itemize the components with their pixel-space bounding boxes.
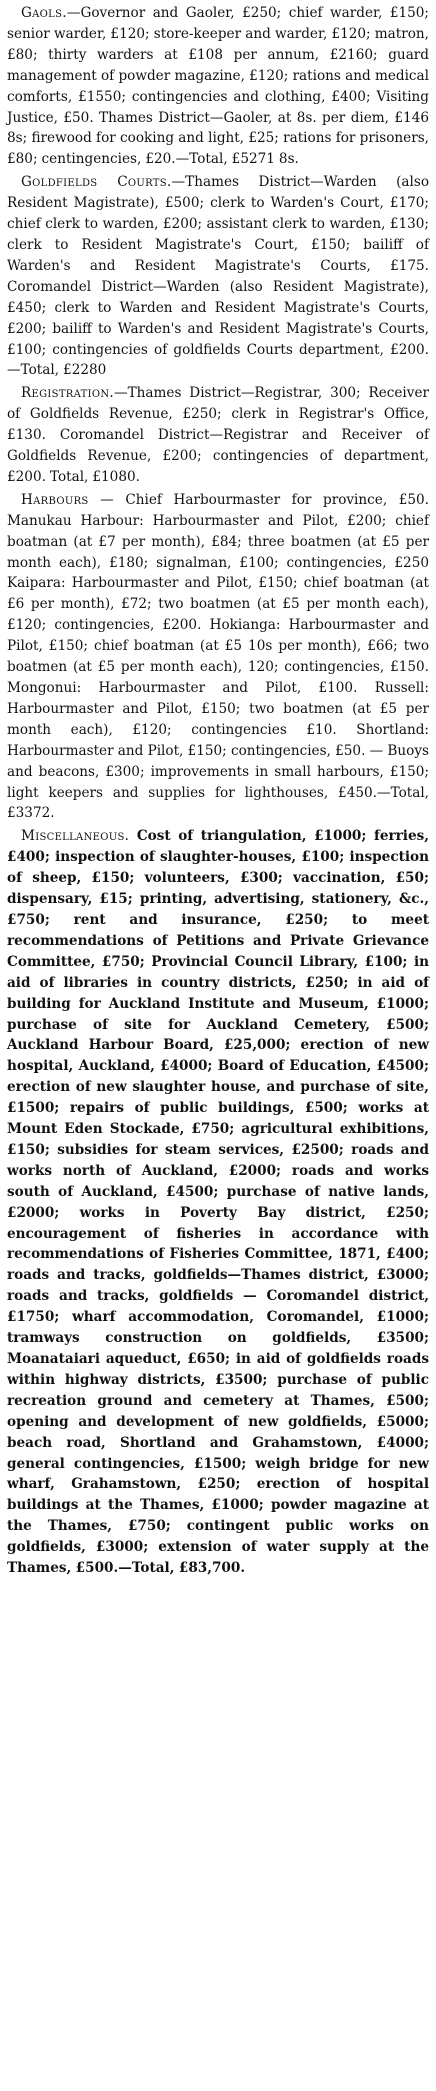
gaols-heading: Gaols.	[21, 5, 67, 21]
harbours-body: — Chief Harbourmaster for province, £50. Manukau Harbour: Harbourmaster and Pilot, £200; chief boatman (at £7 per month), £84; three boatmen (at £5 per month each), £180; signalman, £100; contingencies, £250 Kaipara: Harbourmaster and Pilot, £150; chief boatman (at £6 per month), £72; two boatmen (at £5 per month each), £120; contingencies, £200. Hokianga: Harbourmaster and Pilot, £150; chief boatman (at £5 10s per month), £66; two boatmen (at £5 per month each), 120; contingencies, £150. Mongonui: Harbourmaster and Pilot, £100. Russell: Harbourmaster and Pilot, £150; two boatmen (at £5 per month each), £120; contingencies £10. Shortland: Harbourmaster and Pilot, £150; contingencies, £50. — Buoys and beacons, £300; improvements in small harbours, £150; light keepers and supplies for lighthouses, £450.—Total, £3372.	[7, 491, 429, 822]
registration-body: —Thames District—Registrar, 300; Receiver of Goldfields Revenue, £250; clerk in Registrar's Office, £130. Coromandel District—Registrar and Receiver of Goldfields Revenue, £200; contingencies of department, £200. Total, £1080.	[7, 385, 429, 485]
registration-paragraph	[7, 383, 429, 488]
miscellaneous-paragraph	[7, 826, 429, 1579]
registration-heading: Registration.	[21, 385, 114, 402]
harbours-heading: Harbours	[21, 491, 89, 508]
goldfields-courts-body: —Thames District—Warden (also Resident Magistrate), £500; clerk to Warden's Court, £170; chief clerk to warden, £200; assistant clerk to warden, £130; clerk to Resident Magistrate's Court, £150; bailiff of Warden's and Resident Magistrate's Courts, £175. Coromandel District—Warden (also Resident Magistrate), £450; clerk to Warden and Resident Magistrate's Courts, £200; bailiff to Warden's and Resident Magistrate's Courts, £100; contingencies of goldfields Courts department, £200.—Total, £2280	[7, 174, 429, 379]
gaols-body: —Governor and Gaoler, £250; chief warder, £150; senior warder, £120; store-keeper and warder, £120; matron, £80; thirty warders at £108 per annum, £2160; guard management of powder magazine, £120; rations and medical comforts, £1550; contingencies and clothing, £400; Visiting Justice, £50. Thames District—Gaoler, at 8s. per diem, £146 8s; firewood for cooking and light, £25; rations for prisoners, £80; centingencies, £20.—Total, £5271 8s.	[7, 5, 429, 168]
miscellaneous-heading: Miscellaneous.	[21, 828, 130, 845]
gaols-paragraph	[7, 3, 429, 170]
goldfields-courts-heading: Goldfields Courts.	[21, 174, 172, 191]
goldfields-courts-paragraph	[7, 172, 429, 381]
harbours-paragraph	[7, 490, 429, 825]
miscellaneous-body: Cost of triangulation, £1000; ferries, £400; inspection of slaughter-houses, £100; inspection of sheep, £150; volunteers, £300; vaccination, £50; dispensary, £15; printing, advertising, stationery, &c., £750; rent and insurance, £250; to meet recommendations of Petitions and Private Grievance Committee, £750; Provincial Council Library, £100; in aid of libraries in country districts, £250; in aid of building for Auckland Institute and Museum, £1000; purchase of site for Auckland Cemetery, £500; Auckland Harbour Board, £25,000; erection of new hospital, Auckland, £4000; Board of Education, £4500; erection of new slaughter house, and purchase of site, £1500; repairs of public buildings, £500; works at Mount Eden Stockade, £750; agricultural exhibitions, £150; subsidies for steam services, £2500; roads and works north of Auckland, £2000; roads and works south of Auckland, £4500; purchase of native lands, £2000; works in Poverty Bay district, £250; encouragement of fisheries in accordance with recommendations of Fisheries Committee, 1871, £400; roads and tracks, goldfields—Thames district, £3000; roads and tracks, goldfields — Coromandel district, £1750; wharf accommodation, Coromandel, £1000; tramways construction on goldfields, £3500; Moanataiari aqueduct, £650; in aid of goldfields roads within highway districts, £3500; purchase of public recreation ground and cemetery at Thames, £500; opening and development of new goldfields, £5000; beach road, Shortland and Grahamstown, £4000; general contingencies, £1500; weigh bridge for new wharf, Grahamstown, £250; erection of hospital buildings at the Thames, £1000; powder magazine at the Thames, £750; contingent public works on goldfields, £3000; extension of water supply at the Thames, £500.—Total, £83,700.	[7, 828, 429, 1577]
